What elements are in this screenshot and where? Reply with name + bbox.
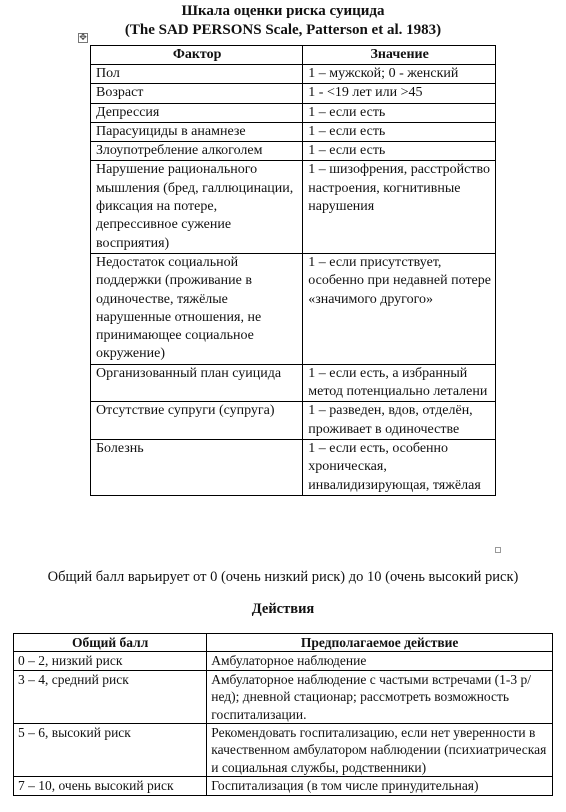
score-cell: 7 – 10, очень высокий риск <box>14 777 207 795</box>
move-icon[interactable]: ✥ <box>79 33 87 43</box>
factor-cell: Злоупотребление алкоголем <box>91 142 303 161</box>
header-total-score: Общий балл <box>14 634 207 652</box>
factor-cell: Организованный план суицида <box>91 364 303 402</box>
value-cell: 1 – если есть, а избранный метод потенциально леталени <box>303 364 496 402</box>
value-cell: 1 – шизофрения, расстройство настроения, когнитивные нарушения <box>303 161 496 253</box>
value-cell: 1 – если есть <box>303 122 496 141</box>
value-cell: 1 - <19 лет или >45 <box>303 84 496 103</box>
action-cell: Амбулаторное наблюдение <box>207 652 553 670</box>
table-row <box>91 402 496 440</box>
table-resize-handle[interactable] <box>495 547 501 553</box>
factor-cell: Пол <box>91 65 303 84</box>
table-row <box>91 439 496 495</box>
score-cell: 5 – 6, высокий риск <box>14 724 207 777</box>
table-row <box>91 103 496 122</box>
factor-cell: Возраст <box>91 84 303 103</box>
header-factor: Фактор <box>91 46 303 65</box>
value-cell: 1 – разведен, вдов, отделён, проживает в одиночестве <box>303 402 496 440</box>
table-row <box>14 777 553 795</box>
table-row <box>91 161 496 253</box>
value-cell: 1 – мужской; 0 - женский <box>303 65 496 84</box>
factor-cell: Болезнь <box>91 439 303 495</box>
table-row <box>91 142 496 161</box>
factor-cell: Отсутствие супруги (супруга) <box>91 402 303 440</box>
table-row <box>91 122 496 141</box>
action-cell: Рекомендовать госпитализацию, если нет уверенности в качественном амбулатором наблюдении (психиатрическая и социальная службы, родственники) <box>207 724 553 777</box>
score-cell: 3 – 4, средний риск <box>14 670 207 723</box>
table-row <box>91 364 496 402</box>
table-row <box>14 652 553 670</box>
summary-text: Общий балл варьирует от 0 (очень низкий риск) до 10 (очень высокий риск) <box>47 569 519 585</box>
value-cell: 1 – если есть <box>303 103 496 122</box>
actions-title: Действия <box>251 601 315 617</box>
sad-persons-table <box>90 45 496 496</box>
value-cell: 1 – если есть, особенно хроническая, инвалидизирующая, тяжёлая <box>303 439 496 495</box>
value-cell: 1 – если присутствует, особенно при недавней потере «значимого другого» <box>303 253 496 364</box>
title-line-1: Шкала оценки риска суицида <box>181 3 385 19</box>
header-value: Значение <box>303 46 496 65</box>
table-header-row <box>14 634 553 652</box>
table-header-row <box>91 46 496 65</box>
header-action: Предполагаемое действие <box>207 634 553 652</box>
actions-table <box>13 633 553 796</box>
table-row <box>91 84 496 103</box>
value-cell: 1 – если есть <box>303 142 496 161</box>
action-cell: Госпитализация (в том числе принудительная) <box>207 777 553 795</box>
action-cell: Амбулаторное наблюдение с частыми встречами (1-3 р/нед); дневной стационар; рассмотреть возможность госпитализации. <box>207 670 553 723</box>
factor-cell: Парасуициды в анамнезе <box>91 122 303 141</box>
table-row <box>14 724 553 777</box>
factor-cell: Нарушение рационального мышления (бред, галлюцинации, фиксация на потере, депрессивное сужение восприятия) <box>91 161 303 253</box>
table-row <box>91 65 496 84</box>
table-row <box>14 670 553 723</box>
table-row <box>91 253 496 364</box>
title-line-2: (The SAD PERSONS Scale, Patterson et al. 1983) <box>124 22 442 38</box>
score-cell: 0 – 2, низкий риск <box>14 652 207 670</box>
factor-cell: Недостаток социальной поддержки (проживание в одиночестве, тяжёлые нарушенные отношения, не принимающее социальное окружение) <box>91 253 303 364</box>
factor-cell: Депрессия <box>91 103 303 122</box>
